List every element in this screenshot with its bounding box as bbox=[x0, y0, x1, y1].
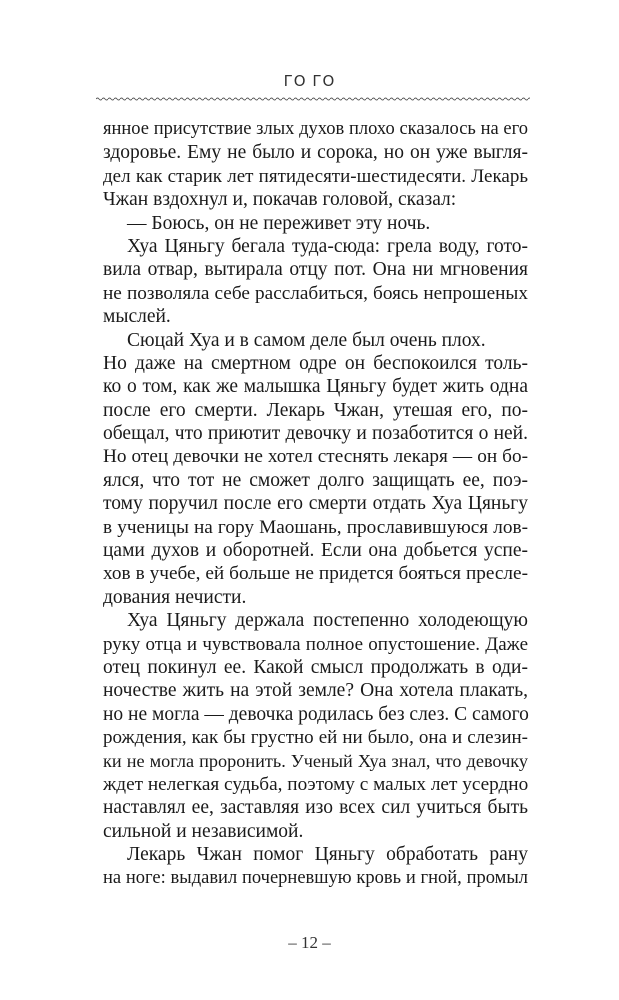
text-line: мыслей. bbox=[103, 306, 171, 328]
text-line: ки не могла проронить. Ученый Хуа знал, что девочку bbox=[103, 750, 528, 771]
text-line: на ноге: выдавил почерневшую кровь и гной, промыл bbox=[103, 867, 528, 888]
text-line: обещал, что приютит девочку и позаботится о ней. bbox=[103, 423, 528, 445]
text-line: руку отца и чувствовала полное опустошение. Даже bbox=[103, 633, 528, 655]
text-line: Хуа Цяньгу бегала туда-сюда: грела воду, гото- bbox=[127, 235, 528, 257]
text-line: дования нечисти. bbox=[103, 586, 247, 608]
text-line: вила отвар, вытирала отцу пот. Она ни мгновения bbox=[103, 259, 528, 281]
text-line: ко о том, как же малышка Цяньгу будет жить одна bbox=[103, 376, 528, 398]
text-line: Но даже на смертном одре он беспокоился толь- bbox=[103, 352, 528, 374]
text-line: Хуа Цяньгу держала постепенно холодеющую bbox=[127, 610, 528, 632]
text-line: сильной и независимой. bbox=[103, 820, 304, 842]
text-line: но не могла — девочка родилась без слез. С самого bbox=[103, 703, 529, 725]
text-line: — Боюсь, он не переживет эту ночь. bbox=[127, 212, 431, 234]
text-line: наставлял ее, заставляя изо всех сил учиться быть bbox=[103, 797, 528, 819]
text-line: ночестве жить на этой земле? Она хотела плакать, bbox=[103, 680, 528, 702]
text-line: Лекарь Чжан помог Цяньгу обработать рану bbox=[127, 844, 528, 866]
text-line: не позволяла себе расслабиться, боясь непрошеных bbox=[103, 282, 528, 304]
text-line: Сюцай Хуа и в самом деле был очень плох. bbox=[127, 329, 486, 351]
text-line: Чжан вздохнул и, покачав головой, сказал: bbox=[103, 189, 457, 211]
text-line: здоровье. Ему не было и сорока, но он уже выгля- bbox=[103, 142, 528, 164]
text-line: ждет нелегкая судьба, поэтому с малых лет усердно bbox=[103, 773, 529, 795]
text-line: в ученицы на гору Маошань, прославившуюся лов- bbox=[103, 516, 528, 538]
text-line: янное присутствие злых духов плохо сказалось на его bbox=[103, 119, 528, 139]
text-line: цами духов и оборотней. Если она добьется успе- bbox=[103, 540, 528, 562]
text-line: дел как старик лет пятидесяти-шестидесяти. Лекарь bbox=[103, 165, 528, 187]
text-line: после его смерти. Лекарь Чжан, утешая его, по- bbox=[103, 399, 528, 421]
running-header: ГО ГО bbox=[283, 72, 336, 90]
text-line: отец покинул ее. Какой смысл продолжать в оди- bbox=[103, 656, 528, 678]
text-line: тому поручил после его смерти отдать Хуа Цяньгу bbox=[103, 493, 528, 515]
text-line: рождения, как бы грустно ей ни было, она и слезин- bbox=[103, 727, 528, 749]
page-number: – 12 – bbox=[288, 933, 331, 952]
header-wavy-rule bbox=[96, 95, 530, 103]
text-line: хов в учебе, ей больше не придется бояться пресле- bbox=[103, 563, 528, 585]
text-line: Но отец девочки не хотел стеснять лекаря — он бо- bbox=[103, 446, 528, 468]
page-body-text bbox=[103, 118, 528, 890]
text-line: ялся, что тот не сможет долго защищать ее, поэ- bbox=[103, 469, 528, 491]
